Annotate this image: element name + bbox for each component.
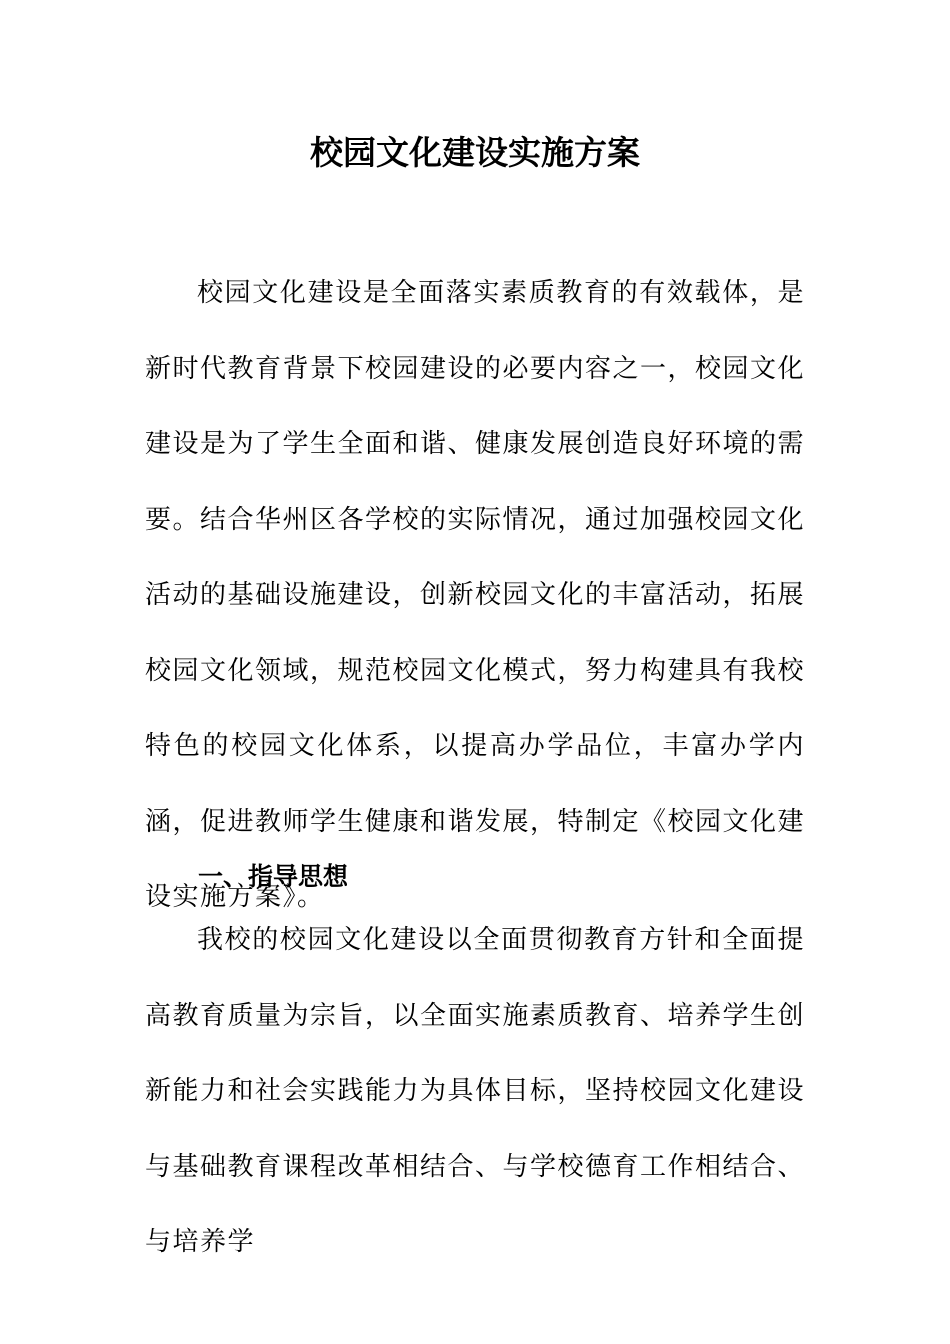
section-paragraph-guiding-ideology: 我校的校园文化建设以全面贯彻教育方针和全面提高教育质量为宗旨，以全面实施素质教育、培养学生创新能力和社会实践能力为具体目标，坚持校园文化建设与基础教育课程改革相结合、与学校德育工作相结合、与培养学 <box>145 925 806 1257</box>
section-heading-guiding-ideology: 一、指导思想 <box>198 862 349 891</box>
document-title: 校园文化建设实施方案 <box>310 133 640 172</box>
intro-paragraph: 校园文化建设是全面落实素质教育的有效载体，是新时代教育背景下校园建设的必要内容之一，校园文化建设是为了学生全面和谐、健康发展创造良好环境的需要。结合华州区各学校的实际情况，通过加强校园文化活动的基础设施建设，创新校园文化的丰富活动，拓展校园文化领域，规范校园文化模式，努力构建具有我校特色的校园文化体系，以提高办学品位，丰富办学内涵，促进教师学生健康和谐发展，特制定《校园文化建设实施方案》。 <box>145 278 806 912</box>
